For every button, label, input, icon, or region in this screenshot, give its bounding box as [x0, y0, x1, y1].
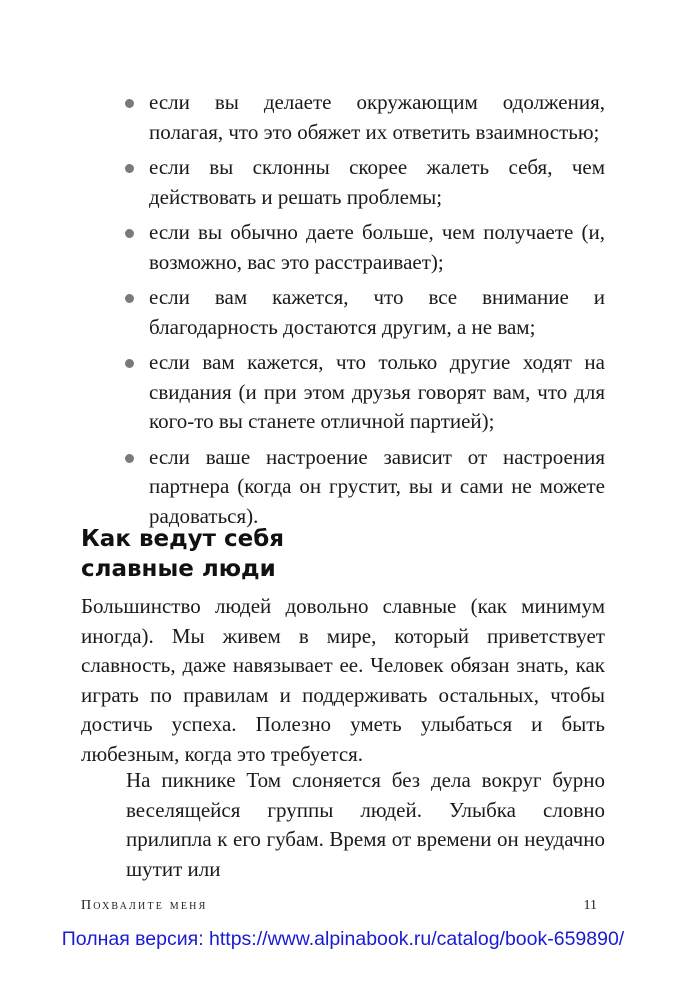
- bullet-dot-icon: [125, 294, 134, 303]
- list-item-text: если вы склонны скорее жалеть себя, чем действовать и решать проблемы;: [149, 155, 605, 209]
- list-item-text: если ваше настроение зависит от настроения партнера (когда он грустит, вы и сами не можете радоваться).: [149, 444, 605, 528]
- list-item-text: если вы делаете окружающим одолжения, полагая, что это обяжет их ответить взаимностью;: [149, 90, 605, 144]
- full-version-link[interactable]: Полная версия: https://www.alpinabook.ru/catalog/book-659890/: [61, 928, 625, 950]
- bullet-dot-icon: [125, 164, 134, 173]
- list-item: [121, 88, 605, 147]
- list-item-text: если вам кажется, что только другие ходят на свидания (и при этом друзья говорят вам, что для кого-то вы станете отличной партией);: [149, 350, 605, 433]
- running-footer-title: Похвалите меня: [81, 898, 208, 913]
- list-item: [121, 283, 605, 342]
- section-heading-line-1: Как ведут себя: [81, 526, 285, 552]
- list-item-text: если вы обычно даете больше, чем получаете (и, возможно, вас это расстраивает);: [149, 220, 605, 274]
- bullet-dot-icon: [125, 359, 134, 368]
- bullet-dot-icon: [125, 229, 134, 238]
- list-item: [121, 153, 605, 212]
- example-paragraph: На пикнике Том слоняется без дела вокруг бурно веселящейся группы людей. Улыбка словно прилипла к его губам. Время от времени он неудачно шутит или: [126, 768, 605, 881]
- list-item: [121, 443, 605, 532]
- section-heading-line-2: славные люди: [81, 556, 276, 582]
- body-paragraph: Большинство людей довольно славные (как минимум иногда). Мы живем в мире, который приветствует славность, даже навязывает ее. Человек обязан знать, как играть по правилам и поддерживать остальных, чтобы достичь успеха. Полезно уметь улыбаться и быть любезным, когда это требуется.: [81, 594, 605, 766]
- bullet-dot-icon: [125, 99, 134, 108]
- list-item: [121, 348, 605, 437]
- page-number: 11: [583, 898, 597, 913]
- list-item-text: если вам кажется, что все внимание и благодарность достаются другим, а не вам;: [149, 285, 605, 339]
- bullet-list: [121, 88, 605, 537]
- section-heading: [81, 524, 481, 584]
- bullet-dot-icon: [125, 454, 134, 463]
- list-item: [121, 218, 605, 277]
